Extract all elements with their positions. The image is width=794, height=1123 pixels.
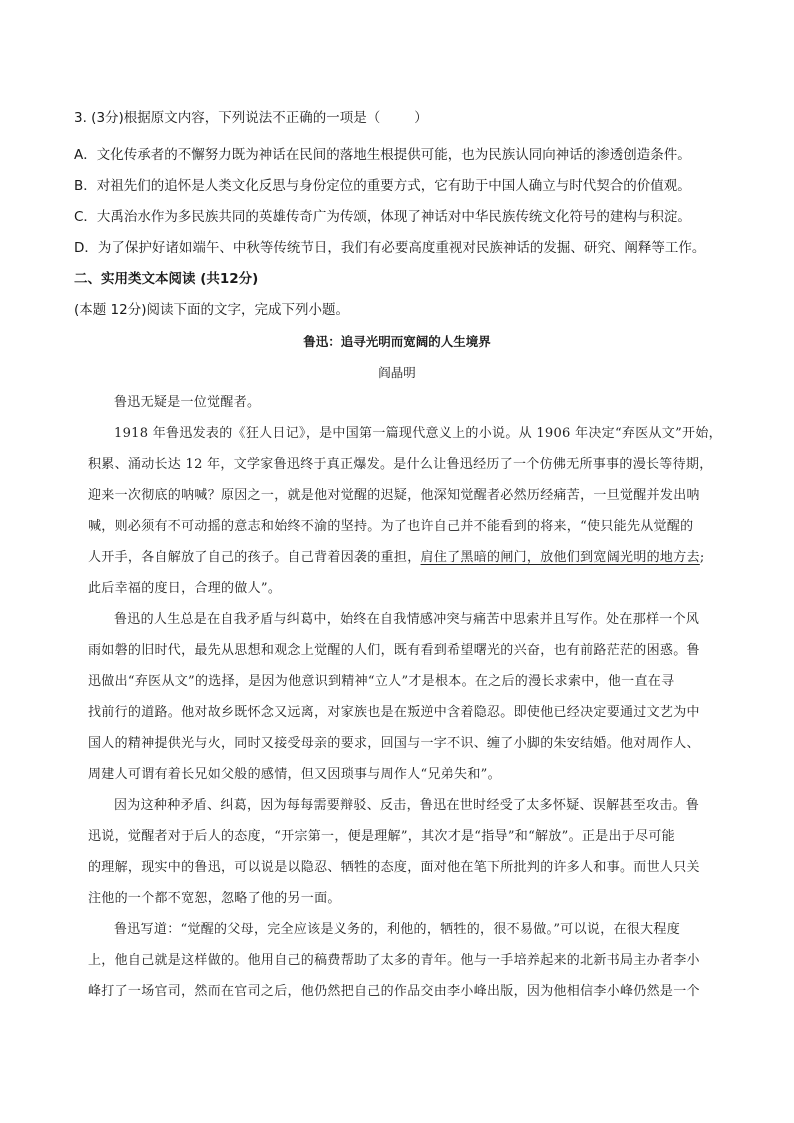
paragraph-line: 积累、涌动长达 12 年，文学家鲁迅终于真正爆发。是什么让鲁迅经历了一个仿佛无所事事的漫长等待期， — [88, 457, 713, 472]
option-c: C．大禹治水作为多民族共同的英雄传奇广为传颂，体现了神话对中华民族传统文化符号的建构与积淀。 — [74, 209, 691, 225]
article-paragraph-1 — [88, 393, 724, 424]
paragraph-line — [88, 548, 724, 579]
article-paragraph-2 — [88, 424, 724, 610]
paragraph-line: 上，他自己就是这样做的。他用自己的稿费帮助了太多的青年。他与一手培养起来的北新书局主办者李小 — [88, 953, 700, 968]
section-2-instruction: (本题 12分)阅读下面的文字，完成下列小题。 — [74, 302, 350, 318]
option-a: A．文化传承者的不懈努力既为神话在民间的落地生根提供可能，也为民族认同向神话的渗透创造条件。 — [74, 147, 691, 163]
paragraph-line: 迅说，觉醒者对于后人的态度，“开宗第一，便是理解”，其次才是“指导”和“解放”。正是出于尽可能 — [88, 829, 675, 844]
paragraph-line: 迅做出“弃医从文”的选择，是因为他意识到精神“立人”才是根本。在之后的漫长求索中，他一直在寻 — [88, 674, 675, 689]
paragraph-line: 峰打了一场官司，然而在官司之后，他仍然把自己的作品交由李小峰出版，因为他相信李小峰仍然是一个 — [88, 984, 700, 999]
article-title: 鲁迅：追寻光明而宽阔的人生境界 — [303, 334, 491, 349]
paragraph-line: 鲁迅的人生总是在自我矛盾与纠葛中，始终在自我情感冲突与痛苦中思索并且写作。处在那样一个风 — [114, 612, 700, 627]
paragraph-line: 因为这种种矛盾、纠葛，因为每每需要辩驳、反击，鲁迅在世时经受了太多怀疑、误解甚至攻击。鲁 — [114, 798, 700, 813]
paragraph-line-text: 人开手，各自解放了自己的孩子。自己背着因袭的重担， — [88, 550, 421, 565]
paragraph-line: 的理解，现实中的鲁迅，可以说是以隐忍、牺牲的态度，面对他在笔下所批判的许多人和事。而世人只关 — [88, 860, 700, 875]
paragraph-line: 周建人可谓有着长兄如父般的感情，但又因琐事与周作人“兄弟失和”。 — [88, 767, 501, 782]
article-paragraph-4 — [88, 796, 724, 920]
paragraph-line: 鲁迅无疑是一位觉醒者。 — [114, 395, 261, 410]
paragraph-line: 鲁迅写道：“觉醒的父母，完全应该是义务的，利他的，牺牲的，很不易做。”可以说，在很大程度 — [114, 922, 680, 937]
question-3-text: 3. (3分)根据原文内容，下列说法不正确的一项是（ — [74, 110, 381, 126]
paragraph-line: 1918 年鲁迅发表的《狂人日记》，是中国第一篇现代意义上的小说。从 1906 年决定“弃医从文”开始， — [114, 426, 722, 441]
paragraph-line: 雨如磐的旧时代，最先从思想和观念上觉醒的人们，既有看到希望曙光的兴奋，也有前路茫茫的困惑。鲁 — [88, 643, 700, 658]
question-3-close-paren: ） — [414, 110, 428, 126]
paragraph-line: 找前行的道路。他对故乡既怀念又远离，对家族也是在叛逆中含着隐忍。即使他已经决定要通过文艺为中 — [88, 705, 700, 720]
article-author: 阎晶明 — [378, 365, 416, 380]
paragraph-line: 迎来一次彻底的呐喊？原因之一，就是他对觉醒的迟疑，他深知觉醒者必然历经痛苦，一旦觉醒并发出呐 — [88, 488, 700, 503]
paragraph-line: 此后幸福的度日，合理的做人”。 — [88, 581, 282, 596]
paragraph-line: 喊，则必须有不可动摇的意志和始终不渝的坚持。为了也许自己并不能看到的将来，“使只能先从觉醒的 — [88, 519, 694, 534]
paragraph-line: 注他的一个都不宽恕，忽略了他的另一面。 — [88, 891, 341, 906]
article-paragraph-3 — [88, 610, 724, 796]
option-d: D．为了保护好诸如端午、中秋等传统节日，我们有必要高度重视对民族神话的发掘、研究、阐释等工作。 — [74, 240, 706, 256]
question-3-stem — [74, 108, 724, 128]
paragraph-line-end: ; — [699, 550, 705, 565]
paragraph-line: 国人的精神提供光与火，同时又接受母亲的要求，回国与一字不识、缠了小脚的朱安结婚。他对周作人、 — [88, 736, 700, 751]
article-paragraph-5 — [88, 920, 724, 1013]
underlined-quote: 肩住了黑暗的闸门，放他们到宽阔光明的地方去 — [420, 550, 700, 565]
option-b: B．对祖先们的追怀是人类文化反思与身份定位的重要方式，它有助于中国人确立与时代契合的价值观。 — [74, 178, 691, 194]
section-2-heading: 二、实用类文本阅读 (共12分) — [74, 271, 259, 287]
